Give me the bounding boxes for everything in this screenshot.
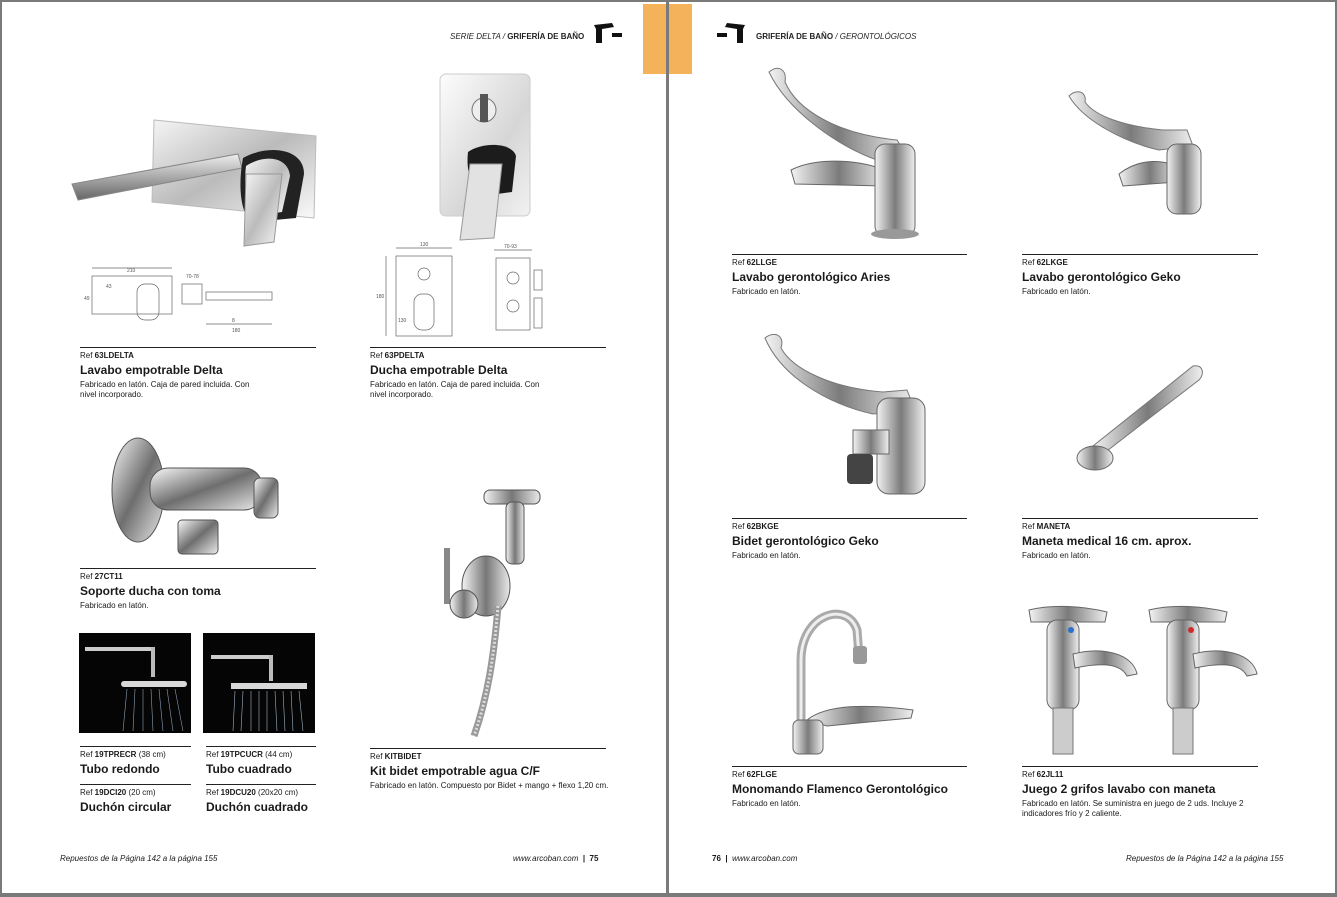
lavabo-empotrable-image xyxy=(68,114,318,254)
product-63pdelta xyxy=(370,347,606,400)
product-ref: Ref 19DCI20 (20 cm) xyxy=(80,788,156,797)
product-description: Fabricado en latón. Caja de pared incluida. Con nivel incorporado. xyxy=(80,380,250,399)
svg-text:49: 49 xyxy=(84,296,90,302)
svg-text:70-78: 70-78 xyxy=(186,274,199,280)
product-name: Soporte ducha con toma xyxy=(80,584,221,598)
product-ref: Ref 62LKGE xyxy=(1022,258,1068,267)
product-19dcu20 xyxy=(206,784,316,814)
product-description: Fabricado en latón. xyxy=(1022,287,1091,296)
kit-bidet-image xyxy=(438,486,558,740)
product-description: Fabricado en latón. Se suministra en juego de 2 uds. Incluye 2 indicadores frío y 2 caliente. xyxy=(1022,799,1244,818)
product-62llge xyxy=(732,254,967,297)
product-ref: Ref KITBIDET xyxy=(370,752,422,761)
svg-text:130: 130 xyxy=(420,242,429,248)
page-number: 75 xyxy=(589,854,599,863)
product-name: Tubo cuadrado xyxy=(206,762,292,776)
product-19tpcucr xyxy=(206,746,316,776)
footer-note-left: Repuestos de la Página 142 a la página 155 xyxy=(60,854,218,863)
svg-text:70-93: 70-93 xyxy=(504,244,517,250)
catalog-page-right xyxy=(669,2,1335,893)
product-62flge xyxy=(732,766,967,809)
product-ref: Ref 19TPRECR (38 cm) xyxy=(80,750,166,759)
product-ref: Ref 63PDELTA xyxy=(370,351,425,360)
catalog-page-left xyxy=(2,2,666,893)
lavabo-technical-drawing xyxy=(82,264,277,339)
product-name: Monomando Flamenco Gerontológico xyxy=(732,782,948,796)
product-62lkge xyxy=(1022,254,1258,297)
product-description: Fabricado en latón. xyxy=(732,799,801,808)
product-description: Fabricado en latón. Caja de pared incluida. Con nivel incorporado. xyxy=(370,380,540,399)
svg-text:43: 43 xyxy=(106,284,112,290)
product-name: Duchón cuadrado xyxy=(206,800,309,814)
product-name: Tubo redondo xyxy=(80,762,160,776)
product-19tprecr xyxy=(80,746,191,776)
section-tab xyxy=(669,4,692,74)
svg-text:180: 180 xyxy=(376,294,385,300)
product-name: Maneta medical 16 cm. aprox. xyxy=(1022,534,1192,548)
product-name: Lavabo gerontológico Geko xyxy=(1022,270,1181,284)
product-ref: Ref 62LLGE xyxy=(732,258,777,267)
product-name: Duchón circular xyxy=(80,800,172,814)
product-name: Bidet gerontológico Geko xyxy=(732,534,879,548)
product-description: Fabricado en latón. Compuesto por Bidet + mango + flexo 1,20 cm. xyxy=(370,781,609,790)
product-63ldelta xyxy=(80,347,316,400)
footer-note-right: Repuestos de la Página 142 a la página 155 xyxy=(1126,854,1284,863)
product-description: Fabricado en latón. xyxy=(732,551,801,560)
soporte-ducha-image xyxy=(106,434,286,558)
faucet-logo-icon xyxy=(592,21,624,47)
ducha-empotrable-image xyxy=(432,72,532,244)
product-kitbidet xyxy=(370,748,609,791)
tubo-redondo-image xyxy=(79,633,191,733)
product-name: Lavabo empotrable Delta xyxy=(80,363,223,377)
product-description: Fabricado en latón. xyxy=(732,287,801,296)
lavabo-geko-image xyxy=(1063,86,1213,220)
product-ref: Ref 62BKGE xyxy=(732,522,779,531)
svg-text:130: 130 xyxy=(398,318,407,324)
tubo-cuadrado-image xyxy=(203,633,315,733)
page-header-left: SERIE DELTA / GRIFERÍA DE BAÑO xyxy=(450,32,585,41)
product-description: Fabricado en latón. xyxy=(1022,551,1091,560)
maneta-medical-image xyxy=(1073,362,1207,474)
product-maneta xyxy=(1022,518,1258,561)
product-62jl11 xyxy=(1022,766,1258,819)
svg-text:8: 8 xyxy=(232,318,235,324)
svg-text:180: 180 xyxy=(232,328,241,334)
ducha-technical-drawing xyxy=(374,240,554,340)
faucet-logo-icon xyxy=(715,21,747,47)
product-19dci20 xyxy=(80,784,191,814)
page-header-right: GRIFERÍA DE BAÑO / GERONTOLÓGICOS xyxy=(756,32,917,41)
product-ref: Ref 19TPCUCR (44 cm) xyxy=(206,750,293,759)
product-name: Lavabo gerontológico Aries xyxy=(732,270,891,284)
product-62bkge xyxy=(732,518,967,561)
monomando-flamenco-image xyxy=(787,600,919,756)
product-27ct11 xyxy=(80,568,316,611)
page-number: 76 xyxy=(712,854,721,863)
product-name: Kit bidet empotrable agua C/F xyxy=(370,764,541,778)
bidet-geko-image xyxy=(757,330,937,502)
product-ref: Ref 63LDELTA xyxy=(80,351,134,360)
product-ref: Ref MANETA xyxy=(1022,522,1071,531)
svg-text:210: 210 xyxy=(127,268,136,274)
product-ref: Ref 62FLGE xyxy=(732,770,777,779)
juego-grifos-image xyxy=(1023,602,1263,758)
product-name: Juego 2 grifos lavabo con maneta xyxy=(1022,782,1216,796)
product-name: Ducha empotrable Delta xyxy=(370,363,508,377)
product-ref: Ref 27CT11 xyxy=(80,572,123,581)
product-description: Fabricado en latón. xyxy=(80,601,149,610)
lavabo-aries-image xyxy=(757,60,947,240)
section-tab xyxy=(643,4,666,74)
footer-site-right: 76 | www.arcoban.com xyxy=(712,854,798,863)
footer-site-left: www.arcoban.com | 75 xyxy=(513,854,599,863)
product-ref: Ref 62JL11 xyxy=(1022,770,1064,779)
product-ref: Ref 19DCU20 (20x20 cm) xyxy=(206,788,299,797)
